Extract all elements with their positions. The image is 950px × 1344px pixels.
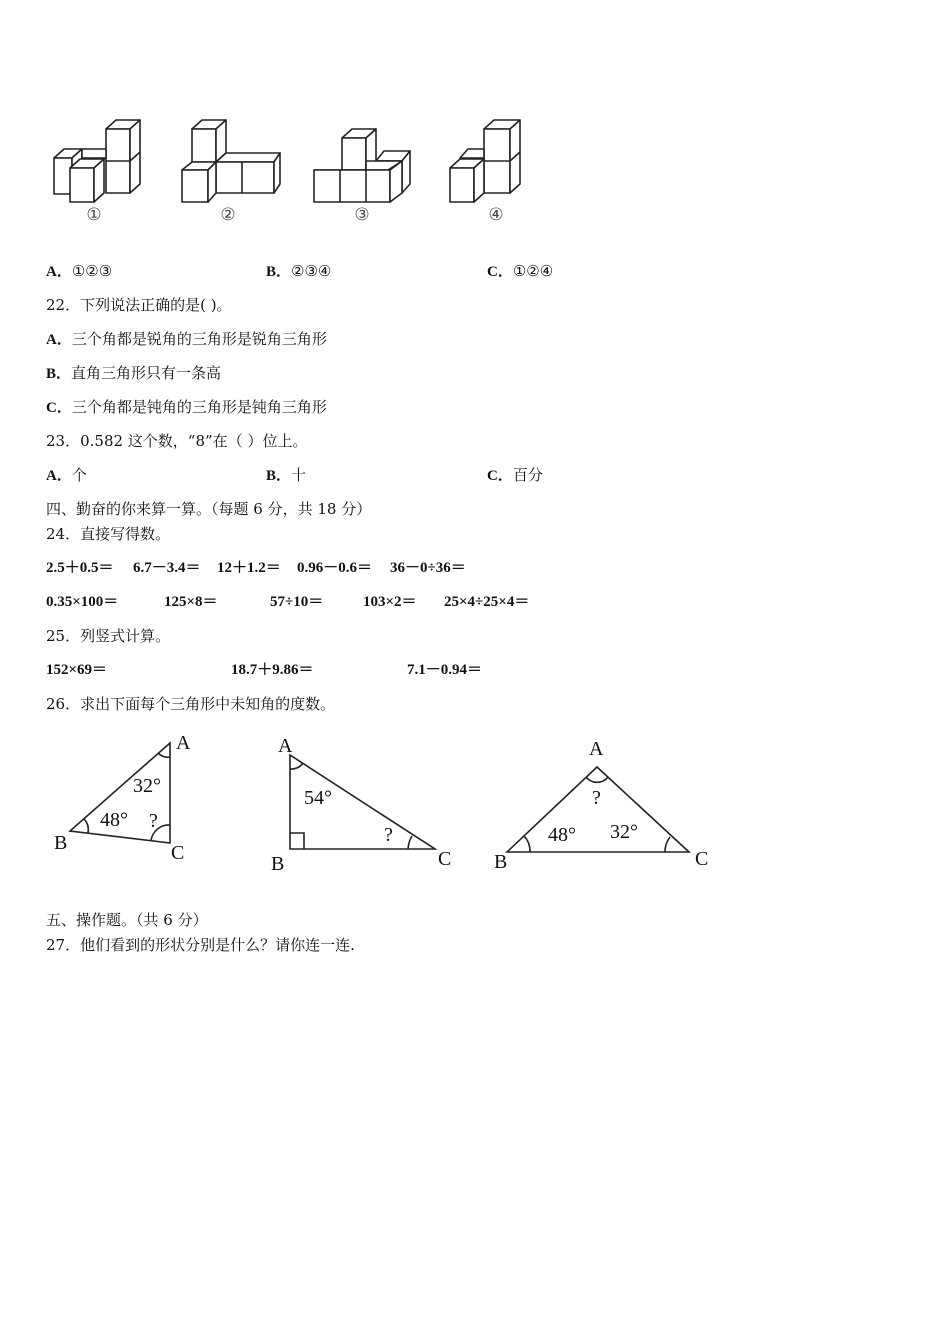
section-5-heading: 五、操作题。（共 6 分） — [46, 911, 208, 929]
tri3-angle-c: 32° — [610, 821, 638, 843]
q25-item: 7.1－0.94＝ — [407, 662, 483, 678]
section-4-heading: 四、勤奋的你来算一算。（每题 6 分，共 18 分） — [46, 500, 372, 518]
q24-stem: 24．直接写得数。 — [46, 525, 171, 543]
tri2-label-b: B — [271, 853, 285, 875]
q26-stem: 26．求出下面每个三角形中未知角的度数。 — [46, 695, 336, 713]
tri1-label-a: A — [176, 732, 191, 754]
tri1-unknown-angle: ? — [149, 810, 158, 832]
triangle-figures — [40, 725, 730, 885]
q25-item: 152×69＝ — [46, 662, 108, 678]
q22-option-b[interactable]: B．直角三角形只有一条高 — [46, 364, 222, 382]
cube-figure-4 — [450, 120, 520, 202]
cube-figures — [40, 110, 540, 230]
tri1-angle-b: 48° — [100, 809, 128, 831]
tri1-label-c: C — [171, 842, 185, 864]
tri3-angle-b: 48° — [548, 824, 576, 846]
q23-option-c[interactable]: C．百分 — [487, 466, 543, 484]
cube-figure-3 — [314, 129, 410, 202]
tri3-label-b: B — [494, 851, 508, 873]
q27-stem: 27．他们看到的形状分别是什么？请你连一连. — [46, 936, 355, 954]
q24-item: 36－0÷36＝ — [390, 560, 466, 576]
q21-option-b[interactable]: B．②③④ — [266, 262, 332, 280]
q24-item: 0.35×100＝ — [46, 594, 119, 610]
cube-label-4: ④ — [488, 205, 504, 224]
q23-stem: 23．0.582 这个数，“8”在（ ）位上。 — [46, 432, 308, 450]
tri2-label-c: C — [438, 848, 452, 870]
q24-item: 57÷10＝ — [270, 594, 324, 610]
tri2-angle-a: 54° — [304, 787, 332, 809]
q22-stem: 22．下列说法正确的是( )。 — [46, 296, 232, 314]
tri2-unknown-angle: ? — [384, 824, 393, 846]
cube-figure-1 — [54, 120, 140, 202]
q24-item: 0.96－0.6＝ — [297, 560, 373, 576]
tri2-label-a: A — [278, 735, 293, 757]
q23-option-b[interactable]: B．十 — [266, 466, 307, 484]
q24-item: 6.7－3.4＝ — [133, 560, 201, 576]
tri3-unknown-angle: ? — [592, 787, 601, 809]
q23-option-a[interactable]: A．个 — [46, 466, 87, 484]
cube-label-3: ③ — [354, 205, 370, 224]
tri1-angle-a: 32° — [133, 775, 161, 797]
cube-label-2: ② — [220, 205, 236, 224]
q25-item: 18.7＋9.86＝ — [231, 662, 314, 678]
q22-option-c[interactable]: C．三个角都是钝角的三角形是钝角三角形 — [46, 398, 327, 416]
q24-item: 103×2＝ — [363, 594, 417, 610]
tri3-label-c: C — [695, 848, 709, 870]
tri3-label-a: A — [589, 738, 604, 760]
q24-item: 125×8＝ — [164, 594, 218, 610]
q21-option-a[interactable]: A．①②③ — [46, 262, 113, 280]
q22-option-a[interactable]: A．三个角都是锐角的三角形是锐角三角形 — [46, 330, 327, 348]
q24-item: 2.5＋0.5＝ — [46, 560, 114, 576]
q24-item: 25×4÷25×4＝ — [444, 594, 530, 610]
cube-label-1: ① — [86, 205, 102, 224]
q21-option-c[interactable]: C．①②④ — [487, 262, 554, 280]
tri1-label-b: B — [54, 832, 68, 854]
cube-figure-2 — [182, 120, 280, 202]
q24-item: 12＋1.2＝ — [217, 560, 281, 576]
q25-stem: 25．列竖式计算。 — [46, 627, 171, 645]
